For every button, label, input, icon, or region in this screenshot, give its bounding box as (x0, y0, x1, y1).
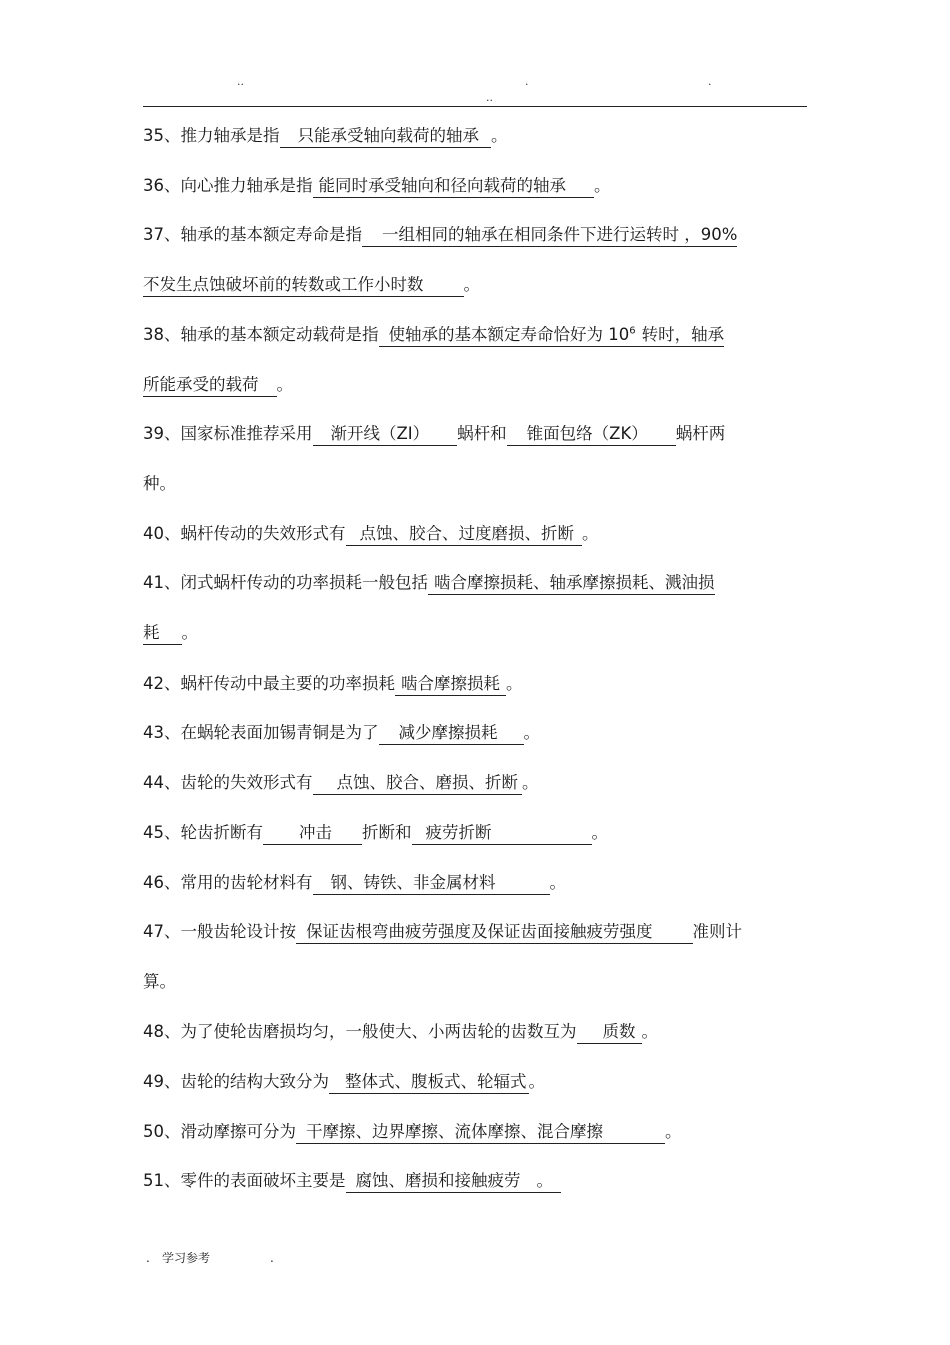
question-text: 47、一般齿轮设计按 (143, 922, 296, 941)
question-text: 46、常用的齿轮材料有 (143, 873, 313, 892)
answer-blank (379, 324, 725, 347)
question-end: 。 (528, 1072, 545, 1091)
question-end: 。 (276, 375, 293, 394)
question-37-line-1 (143, 222, 823, 248)
answer-blank: 钢、铸铁、非金属材料 (313, 872, 550, 895)
header-dot-center: .. (486, 91, 493, 104)
question-end: 。 (665, 1122, 682, 1141)
answer-blank: 质数 (577, 1021, 642, 1044)
question-end: 。 (506, 674, 523, 693)
question-text: 48、为了使轮齿磨损均匀，一般使大、小两齿轮的齿数互为 (143, 1022, 577, 1041)
answer-blank: 点蚀、胶合、磨损、折断 (313, 772, 523, 795)
answer-blank: 点蚀、胶合、过度磨损、折断 (346, 523, 583, 546)
question-text: 43、在蜗轮表面加锡青铜是为了 (143, 723, 379, 742)
answer-blank: 所能承受的载荷 (143, 374, 277, 397)
question-text-end: 准则计 (692, 922, 742, 941)
question-text: 38、轴承的基本额定动载荷是指 (143, 325, 379, 344)
question-47-line-2 (143, 969, 823, 995)
question-text: 40、蜗杆传动的失效形式有 (143, 524, 346, 543)
answer-blank: 干摩擦、边界摩擦、流体摩擦、混合摩擦 (296, 1121, 665, 1144)
question-end: 算。 (143, 972, 176, 991)
question-text: 44、齿轮的失效形式有 (143, 773, 313, 792)
answer-text-cont: 转时，轴承 (641, 325, 725, 344)
footer-dot-right: . (270, 1251, 274, 1265)
question-39-line-2 (143, 471, 823, 497)
answer-blank: 整体式、腹板式、轮辐式 (329, 1071, 529, 1094)
header-dot-left: .. (237, 75, 244, 88)
answer-blank: 一组相同的轴承在相同条件下进行运转时 ，90% (362, 224, 737, 247)
question-end: 。 (594, 176, 611, 195)
question-end: 。 (463, 275, 480, 294)
answer-blank: 耗 (143, 622, 182, 645)
question-end: 。 (523, 723, 540, 742)
question-text: 39、国家标准推荐采用 (143, 424, 313, 443)
answer-blank-2: 锥面包络（ZK） (507, 423, 676, 446)
answer-blank-2: 疲劳折断 (412, 822, 592, 845)
question-39-line-1 (143, 421, 823, 447)
question-text: 42、蜗杆传动中最主要的功率损耗 (143, 674, 395, 693)
question-end: 。 (549, 873, 566, 892)
question-text: 36、向心推力轴承是指 (143, 176, 313, 195)
question-37-line-2 (143, 272, 823, 298)
question-text-end: 蜗杆两 (675, 424, 726, 443)
question-44 (143, 770, 823, 796)
question-48 (143, 1019, 823, 1045)
answer-blank: 能同时承受轴向和径向载荷的轴承 (313, 175, 595, 198)
question-text: 51、零件的表面破坏主要是 (143, 1171, 346, 1190)
question-35 (143, 123, 823, 149)
question-43 (143, 720, 823, 746)
question-47-line-1 (143, 919, 823, 945)
question-41-line-2 (143, 620, 823, 646)
question-end: 。 (591, 823, 608, 842)
answer-text: 使轴承的基本额定寿命恰好为 10 (388, 325, 630, 344)
question-51 (143, 1168, 823, 1194)
question-end: 。 (181, 623, 198, 642)
question-36 (143, 173, 823, 199)
question-46 (143, 870, 823, 896)
question-text: 50、滑动摩擦可分为 (143, 1122, 296, 1141)
question-text: 37、轴承的基本额定寿命是指 (143, 225, 362, 244)
exponent: 6 (629, 325, 636, 337)
question-text-mid: 蜗杆和 (457, 424, 507, 443)
question-42 (143, 671, 823, 697)
question-40 (143, 521, 823, 547)
footer-label: 学习参考 (162, 1251, 211, 1265)
question-45 (143, 820, 823, 846)
answer-blank: 减少摩擦损耗 (379, 722, 524, 745)
header-dot-right: . (708, 75, 712, 88)
header-rule (143, 106, 807, 107)
question-end: 。 (641, 1022, 658, 1041)
question-end: 。 (582, 524, 599, 543)
answer-blank: 只能承受轴向载荷的轴承 (280, 125, 492, 148)
answer-blank-1: 渐开线（ZI） (313, 423, 458, 446)
answer-blank: 啮合摩擦损耗 (395, 673, 506, 696)
question-text: 35、推力轴承是指 (143, 126, 280, 145)
question-end: 种。 (143, 474, 176, 493)
header-dot-mid: . (525, 75, 529, 88)
question-end: 。 (491, 126, 508, 145)
question-41-line-1 (143, 570, 823, 596)
question-end: 。 (536, 1171, 553, 1190)
footer-dot-left: . (146, 1251, 150, 1265)
question-38-line-1 (143, 322, 823, 348)
question-text: 41、闭式蜗杆传动的功率损耗一般包括 (143, 573, 428, 592)
question-text-mid: 折断和 (362, 823, 412, 842)
question-text: 49、齿轮的结构大致分为 (143, 1072, 329, 1091)
question-38-line-2 (143, 372, 823, 398)
question-end: 。 (522, 773, 539, 792)
answer-text: 腐蚀、磨损和接触疲劳 (355, 1171, 521, 1190)
question-50 (143, 1119, 823, 1145)
question-49 (143, 1069, 823, 1095)
answer-blank: 啮合摩擦损耗、轴承摩擦损耗、溅油损 (428, 572, 715, 595)
answer-blank: 保证齿根弯曲疲劳强度及保证齿面接触疲劳强度 (296, 921, 693, 944)
answer-blank-1: 冲击 (263, 822, 362, 845)
answer-blank: 不发生点蚀破坏前的转数或工作小时数 (143, 274, 464, 297)
question-text: 45、轮齿折断有 (143, 823, 263, 842)
answer-blank (346, 1170, 562, 1193)
